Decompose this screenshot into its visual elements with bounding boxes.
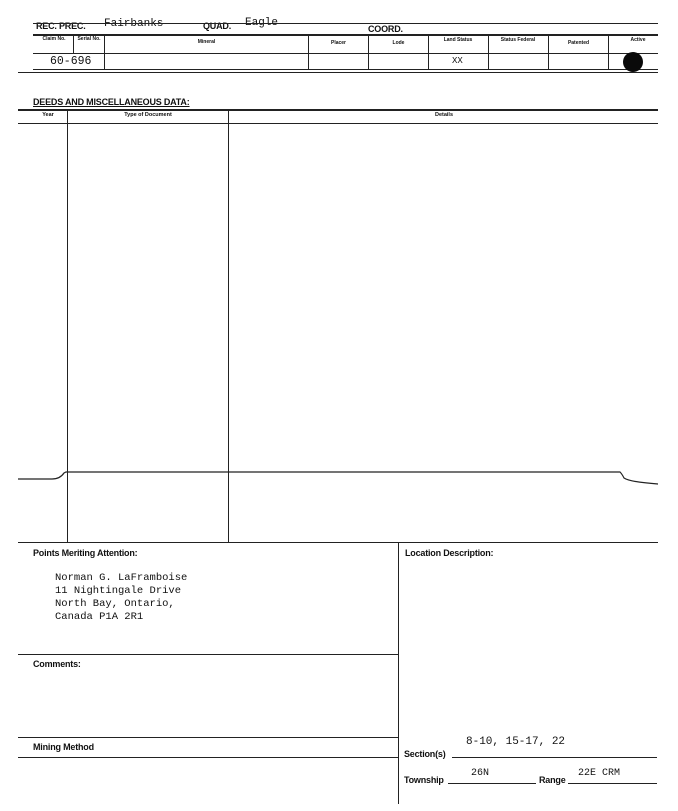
deeds-top-rule	[18, 109, 658, 111]
sections-value: 8-10, 15-17, 22	[466, 736, 566, 748]
deeds-bottom-rule	[18, 542, 658, 543]
address-line-3: North Bay, Ontario,	[55, 598, 175, 610]
range-underline	[568, 783, 657, 784]
col-patented: Patented	[567, 40, 590, 46]
range-label: Range	[539, 775, 566, 785]
address-line-2: 11 Nightingale Drive	[55, 585, 182, 597]
row-bottom-rule	[33, 69, 658, 70]
mining-top-rule	[18, 737, 398, 738]
township-underline	[448, 783, 536, 784]
deeds-col-year: Year	[42, 112, 54, 118]
row-lower-rule	[18, 72, 658, 73]
deeds-col-details: Details	[434, 112, 454, 118]
quad-value: Eagle	[245, 17, 279, 29]
range-value: 22E CRM	[578, 768, 621, 779]
comments-top-rule	[18, 654, 398, 655]
mining-label: Mining Method	[33, 742, 94, 752]
mining-bottom-rule	[18, 757, 398, 758]
col-lode: Lode	[392, 40, 405, 46]
col-sep-patented	[608, 34, 609, 69]
address-line-4: Canada P1A 2R1	[55, 611, 144, 623]
sections-underline	[452, 757, 657, 758]
col-serial-no: Serial No.	[77, 36, 101, 42]
township-value: 26N	[471, 768, 490, 779]
column-header-bottom-rule	[33, 53, 658, 54]
col-sep-federal	[548, 34, 549, 69]
col-sep-placer	[368, 34, 369, 69]
quad-label: QUAD.	[203, 21, 231, 31]
rec-prec-label: REC. PREC.	[36, 21, 86, 31]
deeds-header-rule	[18, 123, 658, 124]
col-placer: Placer	[330, 40, 346, 46]
deeds-title: DEEDS AND MISCELLANEOUS DATA:	[33, 97, 190, 107]
col-sep-mineral	[308, 34, 309, 69]
col-status-federal: Status Federal	[500, 37, 536, 43]
township-label: Township	[404, 775, 444, 785]
deeds-lower-rule	[0, 462, 678, 492]
bottom-divider	[398, 542, 399, 804]
land-status-mark: XX	[452, 56, 463, 66]
col-claim-no: Claim No.	[42, 36, 66, 42]
header-top-rule	[33, 23, 658, 24]
claim-number: 60-696	[50, 55, 92, 68]
col-sep-lode	[428, 34, 429, 69]
rec-prec-value: Fairbanks	[104, 18, 164, 30]
col-land-status: Land Status	[443, 37, 473, 43]
location-label: Location Description:	[405, 548, 494, 558]
address-line-1: Norman G. LaFramboise	[55, 572, 188, 584]
col-active: Active	[630, 37, 646, 43]
active-mark	[623, 52, 643, 72]
column-header-top-rule	[33, 34, 658, 36]
col-sep-land	[488, 34, 489, 69]
col-mineral: Mineral	[197, 39, 216, 45]
points-label: Points Meriting Attention:	[33, 548, 138, 558]
coord-label: COORD.	[368, 24, 403, 34]
col-sep-claim	[73, 34, 74, 53]
address-block	[55, 572, 187, 624]
sections-label: Section(s)	[404, 749, 446, 759]
deeds-col-type: Type of Document	[124, 112, 172, 118]
comments-label: Comments:	[33, 659, 81, 669]
